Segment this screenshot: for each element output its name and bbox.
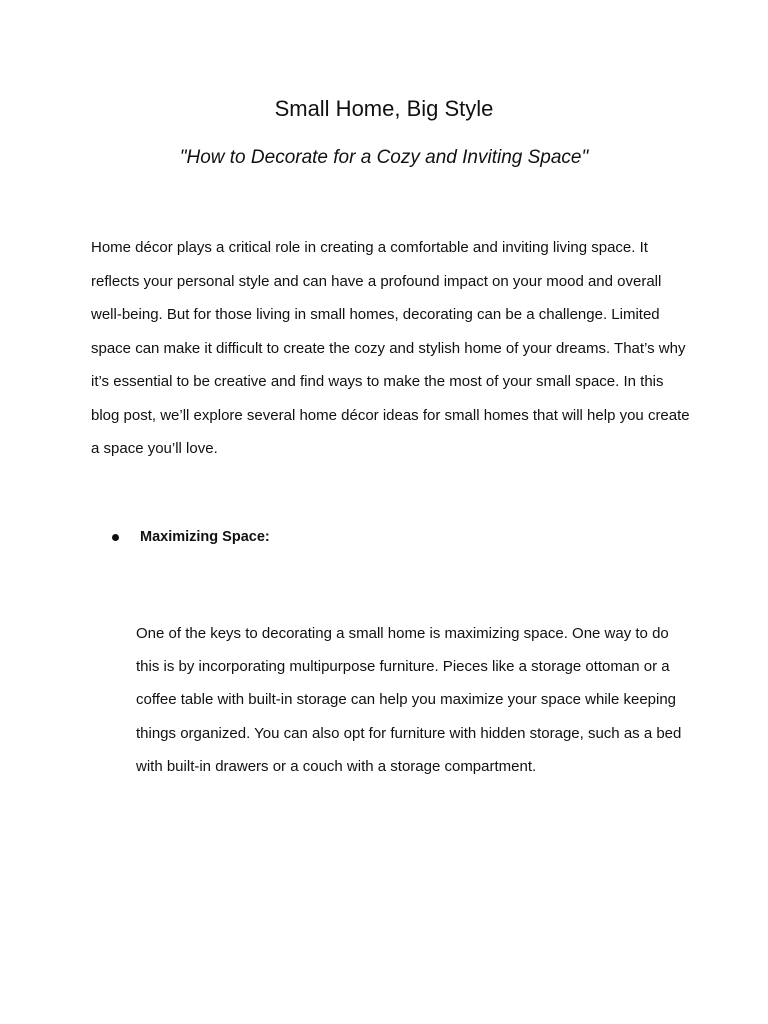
bullet-dot-icon bbox=[112, 534, 119, 541]
document-title: Small Home, Big Style bbox=[274, 96, 494, 121]
section-body-paragraph: One of the keys to decorating a small home is maximizing space. One way to do this is by incorporating multipurpose furniture. Pieces like a storage ottoman or a coffee table with built-in storage can help you maximize your space while keeping things organized. You can also opt for furniture with hidden storage, such as a bed with built-in drawers or a couch with a storage compartment. bbox=[136, 625, 682, 775]
intro-paragraph: Home décor plays a critical role in creating a comfortable and inviting living space. It reflects your personal style and can have a profound impact on your mood and overall well-being. But for those living in small homes, decorating can be a challenge. Limited space can make it difficult to create the cozy and stylish home of your dreams. That’s why it’s essential to be creative and find ways to make the most of your small space. In this blog post, we’ll explore several home décor ideas for small homes that will help you create a space you’ll love. bbox=[91, 239, 690, 457]
section-heading: Maximizing Space: bbox=[140, 529, 270, 545]
document-subtitle: "How to Decorate for a Cozy and Inviting Space" bbox=[179, 147, 589, 168]
section-bullet bbox=[108, 523, 270, 551]
